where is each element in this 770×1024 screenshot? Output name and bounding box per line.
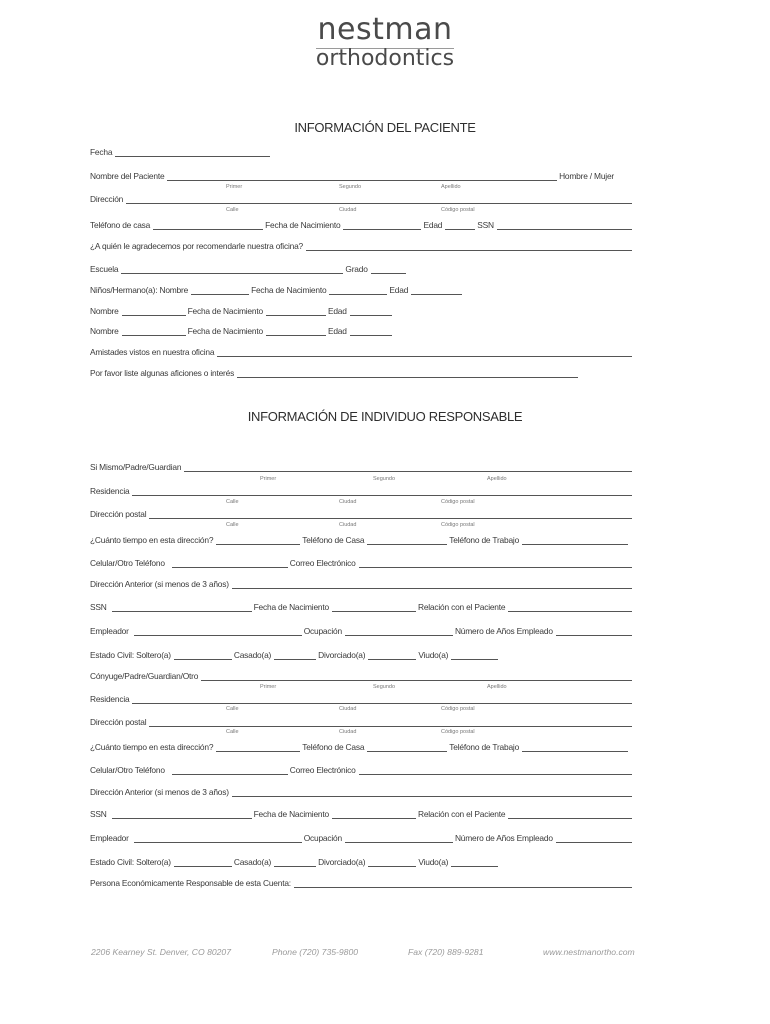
anos2-label: Número de Años Empleado	[454, 833, 553, 843]
telefono-row	[90, 218, 634, 230]
cuanto-tiempo2-field[interactable]	[216, 743, 300, 752]
cuanto-tiempo2-row	[90, 740, 630, 752]
ssn-field[interactable]	[112, 603, 252, 612]
empleador-field[interactable]	[134, 627, 302, 636]
r1-sub-ciudad: Ciudad	[339, 499, 357, 505]
fecha-nacimiento-label: Fecha de Nacimiento	[265, 220, 341, 230]
ocupacion2-label: Ocupación	[303, 833, 342, 843]
dir-anterior-row	[90, 577, 634, 589]
r2-sub-apellido: Apellido	[487, 684, 507, 690]
si-mismo-label: Si Mismo/Padre/Guardian	[90, 462, 182, 472]
correo-label: Correo Electrónico	[289, 558, 356, 568]
divorciado-label: Divorciado(a)	[318, 650, 366, 660]
dir-anterior2-label: Dirección Anterior (si menos de 3 años)	[90, 787, 229, 797]
residencia2-label: Residencia	[90, 694, 130, 704]
telefono-casa-label: Teléfono de casa	[90, 220, 151, 230]
relacion-label: Relación con el Paciente	[417, 602, 506, 612]
patient-heading: INFORMACIÓN DEL PACIENTE	[294, 120, 476, 135]
aficiones-label: Por favor liste algunas aficiones o interés	[90, 368, 235, 378]
hermano2-edad-field[interactable]	[350, 307, 392, 316]
referral-field[interactable]	[306, 242, 632, 251]
aficiones-field[interactable]	[237, 369, 578, 378]
cuanto-tiempo-field[interactable]	[216, 536, 300, 545]
telefono-casa-field[interactable]	[153, 221, 263, 230]
residencia-label: Residencia	[90, 486, 130, 496]
empleador2-field[interactable]	[134, 834, 302, 843]
footer-web[interactable]: www.nestmanortho.com	[543, 947, 635, 957]
hermanos-edad-field[interactable]	[411, 286, 462, 295]
tel-trabajo2-label: Teléfono de Trabajo	[449, 742, 520, 752]
estado-civil2-label: Estado Civil: Soltero(a)	[90, 857, 171, 867]
edad-label: Edad	[423, 220, 443, 230]
hermano3-fecha-field[interactable]	[266, 327, 326, 336]
r2-sub-calle: Calle	[226, 706, 239, 712]
tel-trabajo-field[interactable]	[522, 536, 628, 545]
divorciado2-label: Divorciado(a)	[318, 857, 366, 867]
direccion-postal-label: Dirección postal	[90, 509, 147, 519]
hermano3-edad-label: Edad	[327, 326, 347, 336]
sub-calle: Calle	[226, 207, 239, 213]
hermano3-edad-field[interactable]	[350, 327, 392, 336]
aficiones-row	[90, 366, 580, 378]
r1-sub-codigo: Código postal	[441, 499, 475, 505]
amistades-field[interactable]	[217, 348, 632, 357]
sub-primer: Primer	[226, 184, 243, 190]
tel-casa2-field[interactable]	[367, 743, 447, 752]
r2-sub-codigo2: Código postal	[441, 729, 475, 735]
residencia2-row	[90, 692, 634, 704]
conyuge-field[interactable]	[201, 672, 632, 681]
conyuge-label: Cónyuge/Padre/Guardian/Otro	[90, 671, 199, 681]
fecha-nacimiento-field[interactable]	[343, 221, 421, 230]
viudo2-field[interactable]	[451, 858, 498, 867]
casado-label: Casado(a)	[233, 650, 272, 660]
empleador2-label: Empleador	[90, 833, 129, 843]
ssn2-label: SSN	[90, 809, 107, 819]
conyuge-row	[90, 669, 634, 681]
hermano2-label: Nombre	[90, 306, 119, 316]
empleador-label: Empleador	[90, 626, 129, 636]
ocupacion-field[interactable]	[345, 627, 453, 636]
celular-field[interactable]	[172, 559, 288, 568]
hermano2-fecha-label: Fecha de Nacimiento	[187, 306, 263, 316]
direccion-postal-field[interactable]	[149, 510, 632, 519]
residencia-field[interactable]	[132, 487, 632, 496]
tel-casa-label: Teléfono de Casa	[302, 535, 365, 545]
r-fecha-nac-field[interactable]	[332, 603, 416, 612]
r1-sub-calle: Calle	[226, 499, 239, 505]
direccion-label: Dirección	[90, 194, 124, 204]
sub-apellido: Apellido	[441, 184, 461, 190]
hermano3-fecha-label: Fecha de Nacimiento	[187, 326, 263, 336]
cuanto-tiempo-row	[90, 533, 630, 545]
escuela-field[interactable]	[121, 265, 343, 274]
hermano2-edad-label: Edad	[327, 306, 347, 316]
celular2-label: Celular/Otro Teléfono	[90, 765, 165, 775]
r1-sub-segundo: Segundo	[373, 476, 396, 482]
direccion-postal2-label: Dirección postal	[90, 717, 147, 727]
celular-label: Celular/Otro Teléfono	[90, 558, 165, 568]
ssn-label: SSN	[90, 602, 107, 612]
direccion-field[interactable]	[126, 195, 632, 204]
nombre-paciente-label: Nombre del Paciente	[90, 171, 165, 181]
logo	[0, 14, 770, 71]
hermano3-row	[90, 324, 394, 336]
casado-field[interactable]	[274, 651, 316, 660]
r2-sub-calle2: Calle	[226, 729, 239, 735]
residencia2-field[interactable]	[132, 695, 632, 704]
direccion-postal2-row	[90, 715, 634, 727]
referral-row	[90, 239, 634, 251]
r1-sub-apellido: Apellido	[487, 476, 507, 482]
ocupacion-label: Ocupación	[303, 626, 342, 636]
footer-address: 2206 Kearney St. Denver, CO 80207	[91, 947, 231, 957]
hermanos-label: Niños/Hermano(a): Nombre	[90, 285, 189, 295]
r1-sub-calle2: Calle	[226, 522, 239, 528]
direccion-row	[90, 192, 634, 204]
viudo-field[interactable]	[451, 651, 498, 660]
r-fecha-nac-label: Fecha de Nacimiento	[253, 602, 329, 612]
persona-field[interactable]	[294, 879, 632, 888]
r2-sub-codigo: Código postal	[441, 706, 475, 712]
sub-ciudad: Ciudad	[339, 207, 357, 213]
hermanos-edad-label: Edad	[389, 285, 409, 295]
divorciado2-field[interactable]	[368, 858, 416, 867]
hermano2-row	[90, 304, 394, 316]
r2-sub-segundo: Segundo	[373, 684, 396, 690]
persona-label: Persona Económicamente Responsable de esta Cuenta:	[90, 878, 291, 888]
grado-field[interactable]	[371, 265, 406, 274]
cuanto-tiempo-label: ¿Cuánto tiempo en esta dirección?	[90, 535, 214, 545]
amistades-label: Amistades vistos en nuestra oficina	[90, 347, 215, 357]
ocupacion2-field[interactable]	[345, 834, 453, 843]
dir-anterior-field[interactable]	[232, 580, 632, 589]
r2-fecha-nac-field[interactable]	[332, 810, 416, 819]
logo-line2: orthodontics	[315, 46, 455, 71]
viudo-label: Viudo(a)	[418, 650, 449, 660]
hermanos-nombre-field[interactable]	[191, 286, 249, 295]
cuanto-tiempo2-label: ¿Cuánto tiempo en esta dirección?	[90, 742, 214, 752]
responsible-heading: INFORMACIÓN DE INDIVIDUO RESPONSABLE	[247, 409, 523, 424]
r2-sub-ciudad: Ciudad	[339, 706, 357, 712]
hermano3-nombre-field[interactable]	[122, 327, 186, 336]
nombre-paciente-field[interactable]	[167, 172, 557, 181]
logo-line1: nestman	[317, 12, 453, 47]
correo-field[interactable]	[359, 559, 632, 568]
r2-sub-ciudad2: Ciudad	[339, 729, 357, 735]
hombre-mujer-label[interactable]: Hombre / Mujer	[559, 171, 614, 181]
ssn-field[interactable]	[497, 221, 632, 230]
persona-row	[90, 876, 634, 888]
r1-sub-codigo2: Código postal	[441, 522, 475, 528]
anos2-field[interactable]	[556, 834, 632, 843]
hermanos-fecha-label: Fecha de Nacimiento	[251, 285, 327, 295]
celular2-field[interactable]	[172, 766, 288, 775]
relacion2-field[interactable]	[508, 810, 632, 819]
correo2-field[interactable]	[359, 766, 632, 775]
ssn2-field[interactable]	[112, 810, 252, 819]
footer-phone: Phone (720) 735-9800	[272, 947, 359, 957]
estado-civil-row	[90, 648, 500, 660]
tel-casa2-label: Teléfono de Casa	[302, 742, 365, 752]
r2-sub-primer: Primer	[260, 684, 277, 690]
sub-codigo-postal: Código postal	[441, 207, 475, 213]
estado-civil-label: Estado Civil: Soltero(a)	[90, 650, 171, 660]
fecha-label: Fecha	[90, 147, 113, 157]
empleador-row	[90, 624, 634, 636]
ssn-row	[90, 600, 634, 612]
tel-trabajo-label: Teléfono de Trabajo	[449, 535, 520, 545]
grado-label: Grado	[345, 264, 368, 274]
residencia-row	[90, 484, 634, 496]
fecha-row	[90, 145, 272, 157]
relacion-field[interactable]	[508, 603, 632, 612]
escuela-row	[90, 262, 408, 274]
si-mismo-row	[90, 460, 634, 472]
tel-casa-field[interactable]	[367, 536, 447, 545]
dir-anterior-label: Dirección Anterior (si menos de 3 años)	[90, 579, 229, 589]
direccion-postal2-field[interactable]	[149, 718, 632, 727]
direccion-postal-row	[90, 507, 634, 519]
fecha-field[interactable]	[115, 148, 270, 157]
dir-anterior2-field[interactable]	[232, 788, 632, 797]
edad-field[interactable]	[445, 221, 475, 230]
r2-fecha-nac-label: Fecha de Nacimiento	[253, 809, 329, 819]
footer-fax: Fax (720) 889-9281	[408, 947, 484, 957]
correo2-label: Correo Electrónico	[289, 765, 356, 775]
casado2-label: Casado(a)	[233, 857, 272, 867]
soltero-field[interactable]	[174, 651, 232, 660]
r1-sub-ciudad2: Ciudad	[339, 522, 357, 528]
r1-sub-primer: Primer	[260, 476, 277, 482]
si-mismo-field[interactable]	[184, 463, 632, 472]
tel-trabajo2-field[interactable]	[522, 743, 628, 752]
celular-row	[90, 556, 634, 568]
divorciado-field[interactable]	[368, 651, 416, 660]
hermanos-fecha-field[interactable]	[329, 286, 387, 295]
viudo2-label: Viudo(a)	[418, 857, 449, 867]
casado2-field[interactable]	[274, 858, 316, 867]
hermanos-row	[90, 283, 464, 295]
empleador2-row	[90, 831, 634, 843]
hermano3-label: Nombre	[90, 326, 119, 336]
referral-label: ¿A quién le agradecemos por recomendarle nuestra oficina?	[90, 241, 303, 251]
anos-field[interactable]	[556, 627, 632, 636]
celular2-row	[90, 763, 634, 775]
dir-anterior2-row	[90, 785, 634, 797]
ssn-label: SSN	[477, 220, 494, 230]
sub-segundo: Segundo	[339, 184, 362, 190]
ssn2-row	[90, 807, 634, 819]
relacion2-label: Relación con el Paciente	[417, 809, 506, 819]
hermano2-fecha-field[interactable]	[266, 307, 326, 316]
escuela-label: Escuela	[90, 264, 119, 274]
estado-civil2-row	[90, 855, 500, 867]
nombre-paciente-row	[90, 169, 634, 181]
soltero2-field[interactable]	[174, 858, 232, 867]
anos-label: Número de Años Empleado	[454, 626, 553, 636]
hermano2-nombre-field[interactable]	[122, 307, 186, 316]
amistades-row	[90, 345, 634, 357]
